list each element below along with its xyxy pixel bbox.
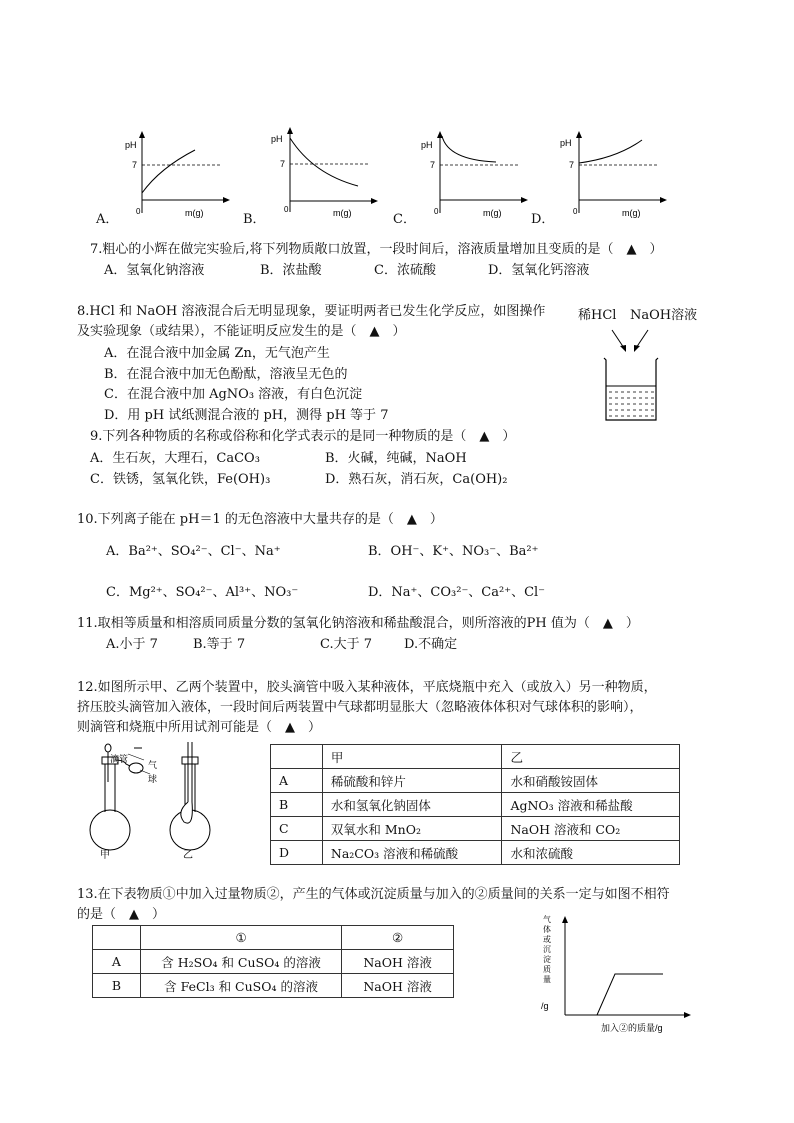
q9-option-a: A．生石灰，大理石，CaCO₃ (90, 451, 260, 466)
jia-label: 甲 (100, 850, 110, 861)
table-cell: 含 FeCl₃ 和 CuSO₄ 的溶液 (140, 974, 341, 998)
option-b: B． (243, 212, 266, 227)
q10-option-b: B．OH⁻、K⁺、NO₃⁻、Ba²⁺ (368, 544, 539, 559)
q11-option-a: A.小于 7 (106, 637, 158, 652)
y-label: pH (421, 140, 433, 150)
q10-option-a: A．Ba²⁺、SO₄²⁻、Cl⁻、Na⁺ (106, 544, 281, 559)
y-label: pH (125, 140, 137, 150)
table-cell: AgNO₃ 溶液和稀盐酸 (502, 793, 680, 817)
q9-option-d: D．熟石灰，消石灰，Ca(OH)₂ (325, 472, 508, 487)
origin: 0 (434, 207, 439, 216)
q9-stem: 9.下列各种物质的名称或俗称和化学式表示的是同一种物质的是（ ▲ ） (90, 429, 516, 444)
dropper-label: 滴管 (110, 754, 129, 764)
seven-tick: 7 (569, 160, 575, 170)
table-cell: 水和氢氧化钠固体 (322, 793, 502, 817)
x-label: m(g) (483, 208, 502, 218)
q13-stem-line2: 的是（ ▲ ） (77, 907, 165, 922)
y-axis-label (543, 914, 551, 984)
table-header-cell: 乙 (502, 745, 680, 769)
y-axis-label-char: 淀 (543, 955, 551, 964)
q8-option-c: C．在混合液中加 AgNO₃ 溶液，有白色沉淀 (104, 387, 363, 402)
table-cell: B (271, 793, 323, 817)
q7-option-b: B．浓盐酸 (260, 263, 322, 278)
q12-table (270, 744, 680, 865)
option-c: C． (393, 212, 416, 227)
balloon-label-1: 气 (148, 760, 158, 770)
x-label: m(g) (622, 208, 641, 218)
x-label: m(g) (185, 208, 204, 218)
q8-option-b: B．在混合液中加无色酚酞，溶液呈无色的 (104, 367, 348, 382)
table-header-cell (93, 926, 141, 950)
y-axis-label-char: 气 (543, 915, 551, 924)
table-cell: 水和硝酸铵固体 (502, 769, 680, 793)
q8-fig-label-hcl: 稀HCl (578, 308, 617, 323)
q8-option-a: A．在混合液中加金属 Zn，无气泡产生 (104, 346, 330, 361)
table-cell: NaOH 溶液 (342, 950, 454, 974)
q13-mass-graph (535, 910, 695, 1035)
table-row (93, 950, 454, 974)
x-axis-label: 加入②的质量/g (601, 1023, 663, 1033)
table-row (271, 793, 680, 817)
table-cell: C (271, 817, 323, 841)
q8-stem-line1: 8.HCl 和 NaOH 溶液混合后无明显现象，要证明两者已发生化学反应，如图操作 (77, 304, 546, 319)
table-row (271, 769, 680, 793)
q10-option-c: C．Mg²⁺、SO₄²⁻、Al³⁺、NO₃⁻ (106, 585, 299, 600)
table-cell: NaOH 溶液 (342, 974, 454, 998)
origin: 0 (284, 205, 289, 214)
q13-stem-line1: 13.在下表物质①中加入过量物质②，产生的气体或沉淀质量与加入的②质量间的关系一定与如图不相符 (77, 887, 670, 902)
table-cell: 稀硫酸和锌片 (322, 769, 502, 793)
table-row (271, 817, 680, 841)
table-cell: 含 H₂SO₄ 和 CuSO₄ 的溶液 (140, 950, 341, 974)
seven-tick: 7 (280, 159, 286, 169)
q8-option-d: D．用 pH 试纸测混合液的 pH，测得 pH 等于 7 (104, 408, 389, 423)
q12-stem-line3: 则滴管和烧瓶中所用试剂可能是（ ▲ ） (77, 720, 321, 735)
q12-stem-line2: 挤压胶头滴管加入液体，一段时间后两装置中气球都明显胀大（忽略液体体积对气球体积的影响）， (77, 700, 643, 715)
seven-tick: 7 (132, 160, 138, 170)
table-row (93, 974, 454, 998)
q12-stem-line1: 12.如图所示甲、乙两个装置中，胶头滴管中吸入某种液体，平底烧瓶中充入（或放入）另一种物质， (77, 680, 657, 695)
q8-fig-label-naoh: NaOH溶液 (630, 308, 698, 323)
ph-graph-b (268, 124, 378, 218)
q8-stem-line2: 及实验现象（或结果），不能证明反应发生的是（ ▲ ） (77, 324, 406, 339)
flask-apparatus-figure (88, 742, 223, 862)
table-row (271, 841, 680, 865)
table-header-cell: ① (140, 926, 341, 950)
q7-option-d: D．氢氧化钙溶液 (488, 263, 590, 278)
q7-option-a: A．氢氧化钠溶液 (104, 263, 205, 278)
q9-option-b: B．火碱，纯碱，NaOH (325, 451, 467, 466)
q9-option-c: C．铁锈，氢氧化铁，Fe(OH)₃ (90, 472, 271, 487)
table-cell: A (93, 950, 141, 974)
q11-option-b: B.等于 7 (193, 637, 246, 652)
beaker-figure (590, 328, 670, 424)
table-cell: 水和浓硫酸 (502, 841, 680, 865)
y-axis-label-char: 或 (543, 935, 551, 944)
origin: 0 (573, 207, 578, 216)
table-header-cell (271, 745, 323, 769)
q11-option-c: C.大于 7 (320, 637, 373, 652)
table-header-cell: 甲 (322, 745, 502, 769)
table-cell: B (93, 974, 141, 998)
y-axis-label-char: 质 (543, 965, 551, 974)
y-axis-label-char: 沉 (543, 945, 551, 954)
q10-option-d: D．Na⁺、CO₃²⁻、Ca²⁺、Cl⁻ (368, 585, 546, 600)
table-cell: A (271, 769, 323, 793)
origin: 0 (136, 207, 141, 216)
table-cell: D (271, 841, 323, 865)
y-unit: /g (541, 1001, 549, 1011)
table-header-cell: ② (342, 926, 454, 950)
q10-stem: 10.下列离子能在 pH＝1 的无色溶液中大量共存的是（ ▲ ） (77, 512, 443, 527)
seven-tick: 7 (430, 160, 436, 170)
table-cell: NaOH 溶液和 CO₂ (502, 817, 680, 841)
balloon-label-2: 球 (148, 774, 158, 784)
y-axis-label-char: 体 (543, 925, 551, 934)
y-label: pH (560, 138, 572, 148)
y-label: pH (271, 134, 283, 144)
yi-label: 乙 (183, 850, 193, 861)
table-header-row (271, 745, 680, 769)
table-header-row (93, 926, 454, 950)
option-a: A． (96, 212, 119, 227)
q7-stem: 7.粗心的小辉在做完实验后,将下列物质敞口放置，一段时间后，溶液质量增加且变质的是（ ▲ ） (90, 242, 663, 257)
table-cell: 双氧水和 MnO₂ (322, 817, 502, 841)
q11-stem: 11.取相等质量和相溶质同质量分数的氢氧化钠溶液和稀盐酸混合，则所溶液的PH 值为（ ▲ ） (77, 616, 639, 631)
option-d: D． (531, 212, 555, 227)
ph-graph-d (557, 128, 667, 218)
ph-graph-c (418, 128, 528, 218)
q11-option-d: D.不确定 (404, 637, 458, 652)
y-axis-label-char: 量 (543, 975, 551, 984)
ph-graph-a (120, 128, 230, 218)
table-cell: Na₂CO₃ 溶液和稀硫酸 (322, 841, 502, 865)
x-label: m(g) (333, 208, 352, 218)
q7-option-c: C．浓硫酸 (374, 263, 436, 278)
q13-table (92, 925, 454, 998)
